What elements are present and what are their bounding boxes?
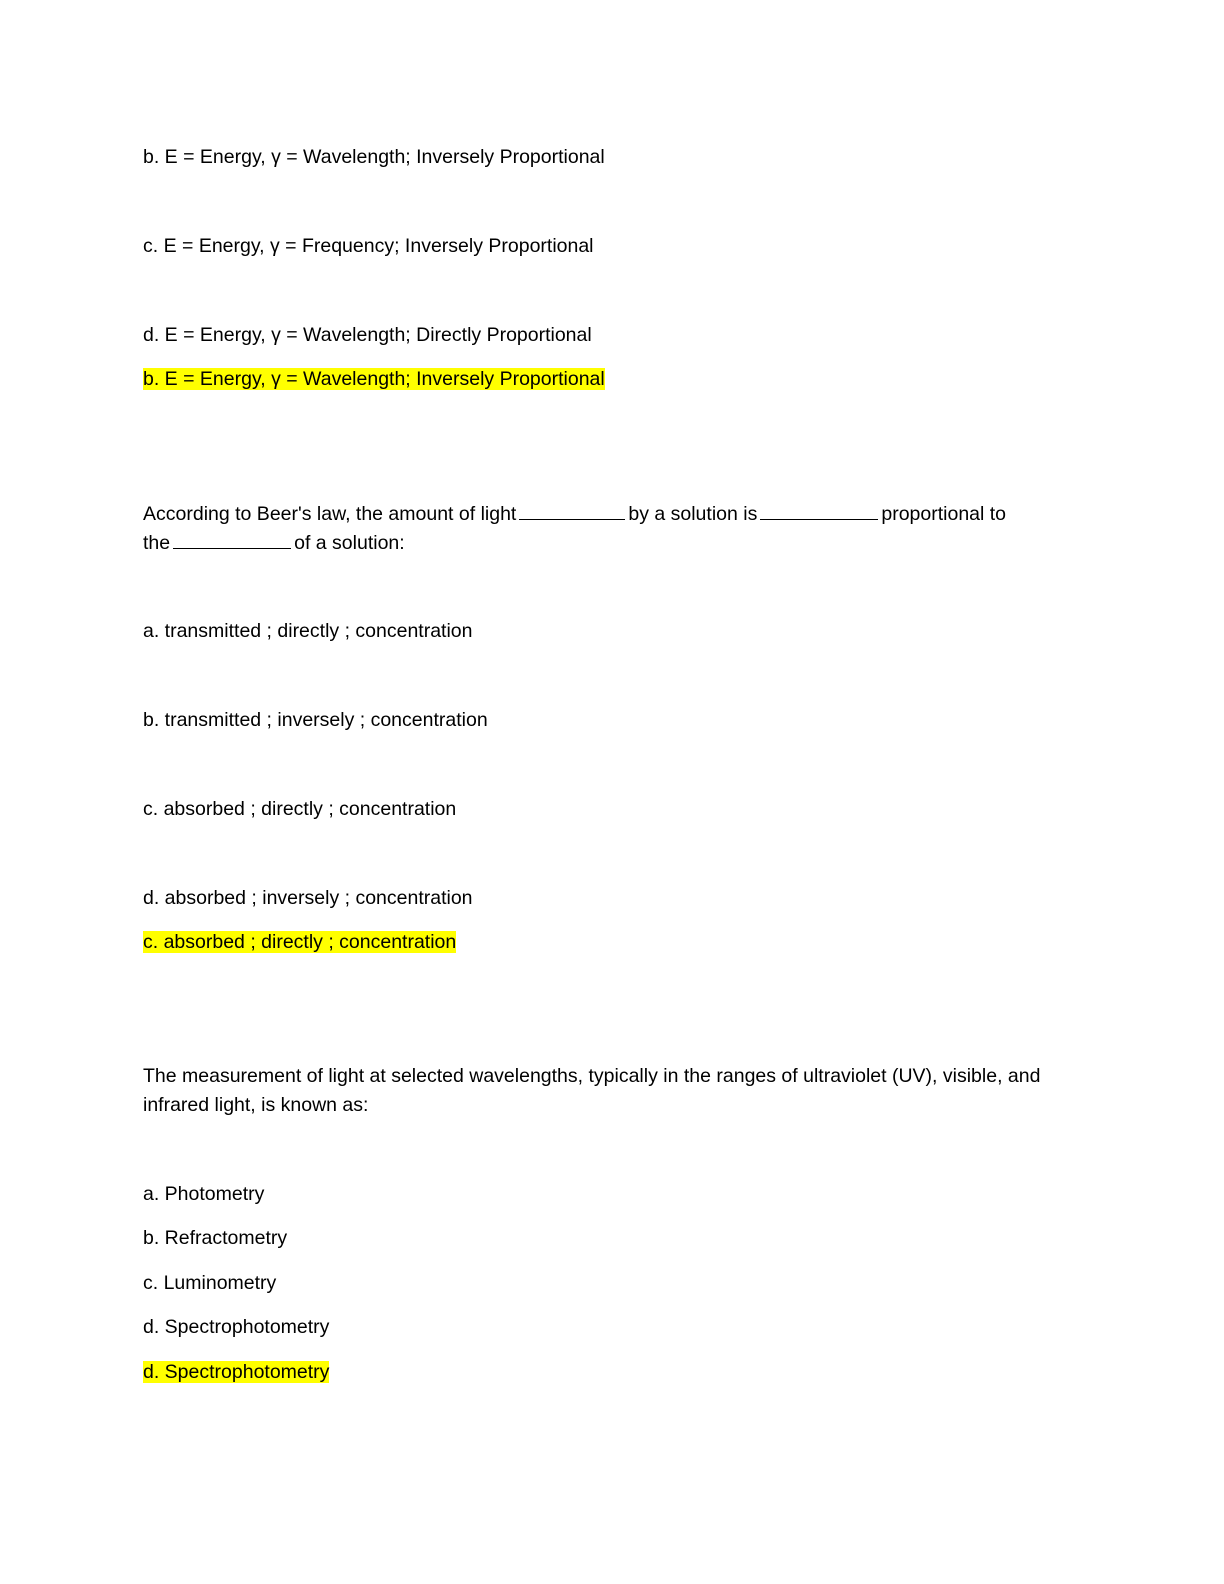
question-line-2: infrared light, is known as: <box>143 1094 369 1116</box>
question-text: by a solution is <box>628 503 758 525</box>
fill-in-blank <box>519 501 625 520</box>
option-b: b. E = Energy, γ = Wavelength; Inversely Proportional <box>143 146 605 168</box>
option-a: a. transmitted ; directly ; concentration <box>143 620 473 642</box>
question-text: the <box>143 532 171 554</box>
fill-in-blank <box>173 530 291 549</box>
option-c: c. E = Energy, γ = Frequency; Inversely Proportional <box>143 235 594 257</box>
answer-highlight <box>143 930 456 954</box>
option-d: d. Spectrophotometry <box>143 1316 330 1338</box>
option-b: b. transmitted ; inversely ; concentration <box>143 709 488 731</box>
answer-text: c. absorbed ; directly ; concentration <box>143 931 457 953</box>
option-d: d. absorbed ; inversely ; concentration <box>143 887 473 909</box>
option-d: d. E = Energy, γ = Wavelength; Directly Proportional <box>143 324 592 346</box>
answer-text: d. Spectrophotometry <box>143 1361 330 1383</box>
answer-text: b. E = Energy, γ = Wavelength; Inversely Proportional <box>143 368 605 390</box>
answer-highlight <box>143 1360 329 1384</box>
question-text: According to Beer's law, the amount of light <box>143 503 517 525</box>
option-b: b. Refractometry <box>143 1227 288 1249</box>
question-line-2 <box>143 530 405 555</box>
question-text: of a solution: <box>294 532 405 554</box>
fill-in-blank <box>760 501 878 520</box>
option-a: a. Photometry <box>143 1183 265 1205</box>
question-text: proportional to <box>881 503 1007 525</box>
question-line-1 <box>143 501 1006 526</box>
option-c: c. Luminometry <box>143 1272 277 1294</box>
question-line-1: The measurement of light at selected wavelengths, typically in the ranges of ultraviolet (UV), visible, and <box>143 1065 1041 1087</box>
answer-highlight <box>143 367 605 391</box>
option-c: c. absorbed ; directly ; concentration <box>143 798 457 820</box>
